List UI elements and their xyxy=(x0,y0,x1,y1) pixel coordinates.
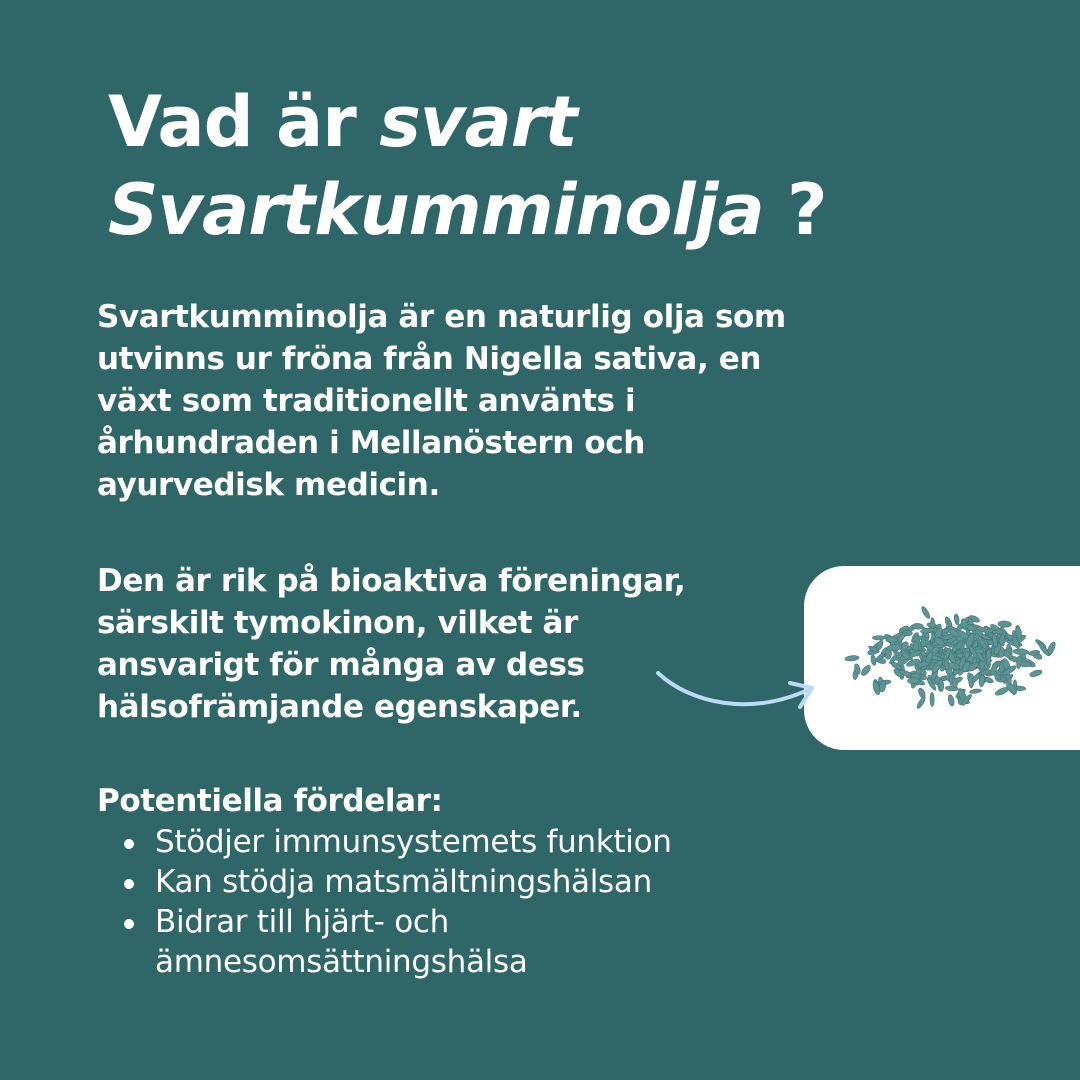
title-line-1: Vad är svart xyxy=(108,81,577,163)
benefit-text: ämnesomsättningshälsa xyxy=(155,944,528,980)
compounds-paragraph xyxy=(97,560,685,728)
title-line-2: Svartkumminolja ? xyxy=(108,169,827,251)
intro-line: Svartkumminolja är en naturlig olja som xyxy=(97,299,786,335)
nigella-seeds-icon xyxy=(804,566,1080,750)
benefit-text: Kan stödja matsmältningshälsan xyxy=(155,864,652,900)
list-item xyxy=(120,822,672,862)
seed-image-card xyxy=(804,566,1080,750)
compounds-line: särskilt tymokinon, vilket är xyxy=(97,605,578,641)
arrow-icon xyxy=(650,655,825,725)
benefit-text: Stödjer immunsystemets funktion xyxy=(155,824,672,860)
intro-paragraph xyxy=(97,296,786,506)
benefit-text: Bidrar till hjärt- och xyxy=(155,904,450,940)
page-title xyxy=(108,78,827,254)
intro-line: växt som traditionellt använts i xyxy=(97,383,636,419)
compounds-line: ansvarigt för många av dess xyxy=(97,647,585,683)
compounds-line: hälsofrämjande egenskaper. xyxy=(97,689,582,725)
benefits-heading: Potentiella fördelar: xyxy=(97,783,443,819)
compounds-line: Den är rik på bioaktiva föreningar, xyxy=(97,563,686,599)
list-item xyxy=(120,862,672,902)
intro-line: ayurvedisk medicin. xyxy=(97,467,440,503)
intro-line: utvinns ur fröna från Nigella sativa, en xyxy=(97,341,762,377)
benefits-list xyxy=(120,822,672,982)
list-item xyxy=(120,902,672,982)
intro-line: århundraden i Mellanöstern och xyxy=(97,425,645,461)
